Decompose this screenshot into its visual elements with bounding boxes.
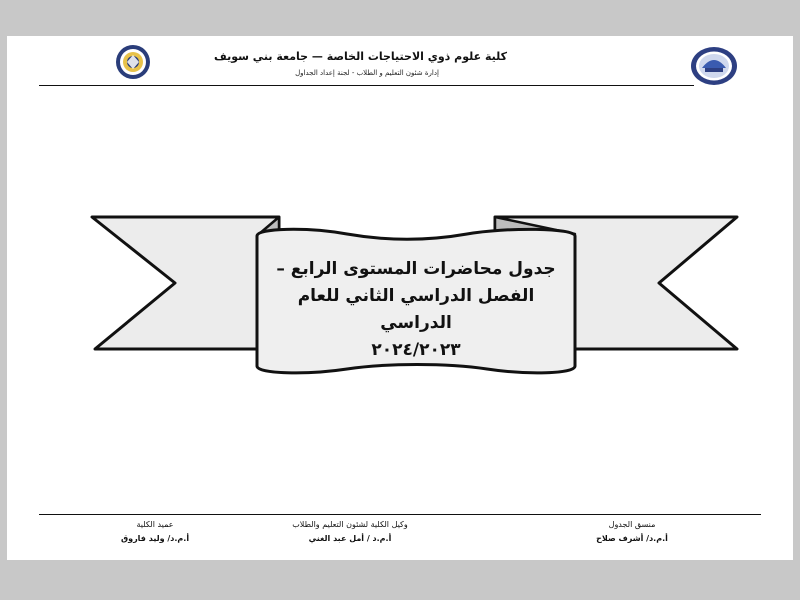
schedule-title-year: ٢٠٢٤/٢٠٢٣ bbox=[371, 340, 461, 360]
document-page bbox=[7, 36, 793, 560]
schedule-title-line-2: الفصل الدراسي الثاني للعام الدراسي bbox=[297, 286, 535, 333]
ribbon-left-tail bbox=[92, 217, 279, 349]
header-subtitle: إدارة شئون التعليم و الطلاب - لجنة إعداد الجداول bbox=[295, 69, 439, 77]
signature-dean-role: عميد الكلية bbox=[136, 520, 174, 529]
signature-dean-name: أ.م.د/ وليد فاروق bbox=[120, 534, 190, 543]
signature-vice-dean bbox=[275, 518, 425, 546]
schedule-title bbox=[265, 256, 567, 364]
schedule-title-line-1: جدول محاضرات المستوى الرابع – bbox=[276, 259, 556, 279]
footer-divider bbox=[39, 514, 761, 515]
signature-coordinator-role: منسق الجدول bbox=[608, 520, 656, 529]
signature-coordinator bbox=[567, 518, 697, 546]
signature-vice-dean-name: أ.م.د / أمل عبد الغني bbox=[308, 534, 392, 543]
signature-coordinator-name: أ.م.د/ أشرف صلاح bbox=[596, 534, 668, 543]
signature-vice-dean-role: وكيل الكلية لشئون التعليم والطلاب bbox=[292, 520, 408, 529]
signature-dean bbox=[95, 518, 215, 546]
header-title: كلية علوم ذوي الاحتياجات الخاصة — جامعة بني سويف bbox=[213, 50, 507, 63]
